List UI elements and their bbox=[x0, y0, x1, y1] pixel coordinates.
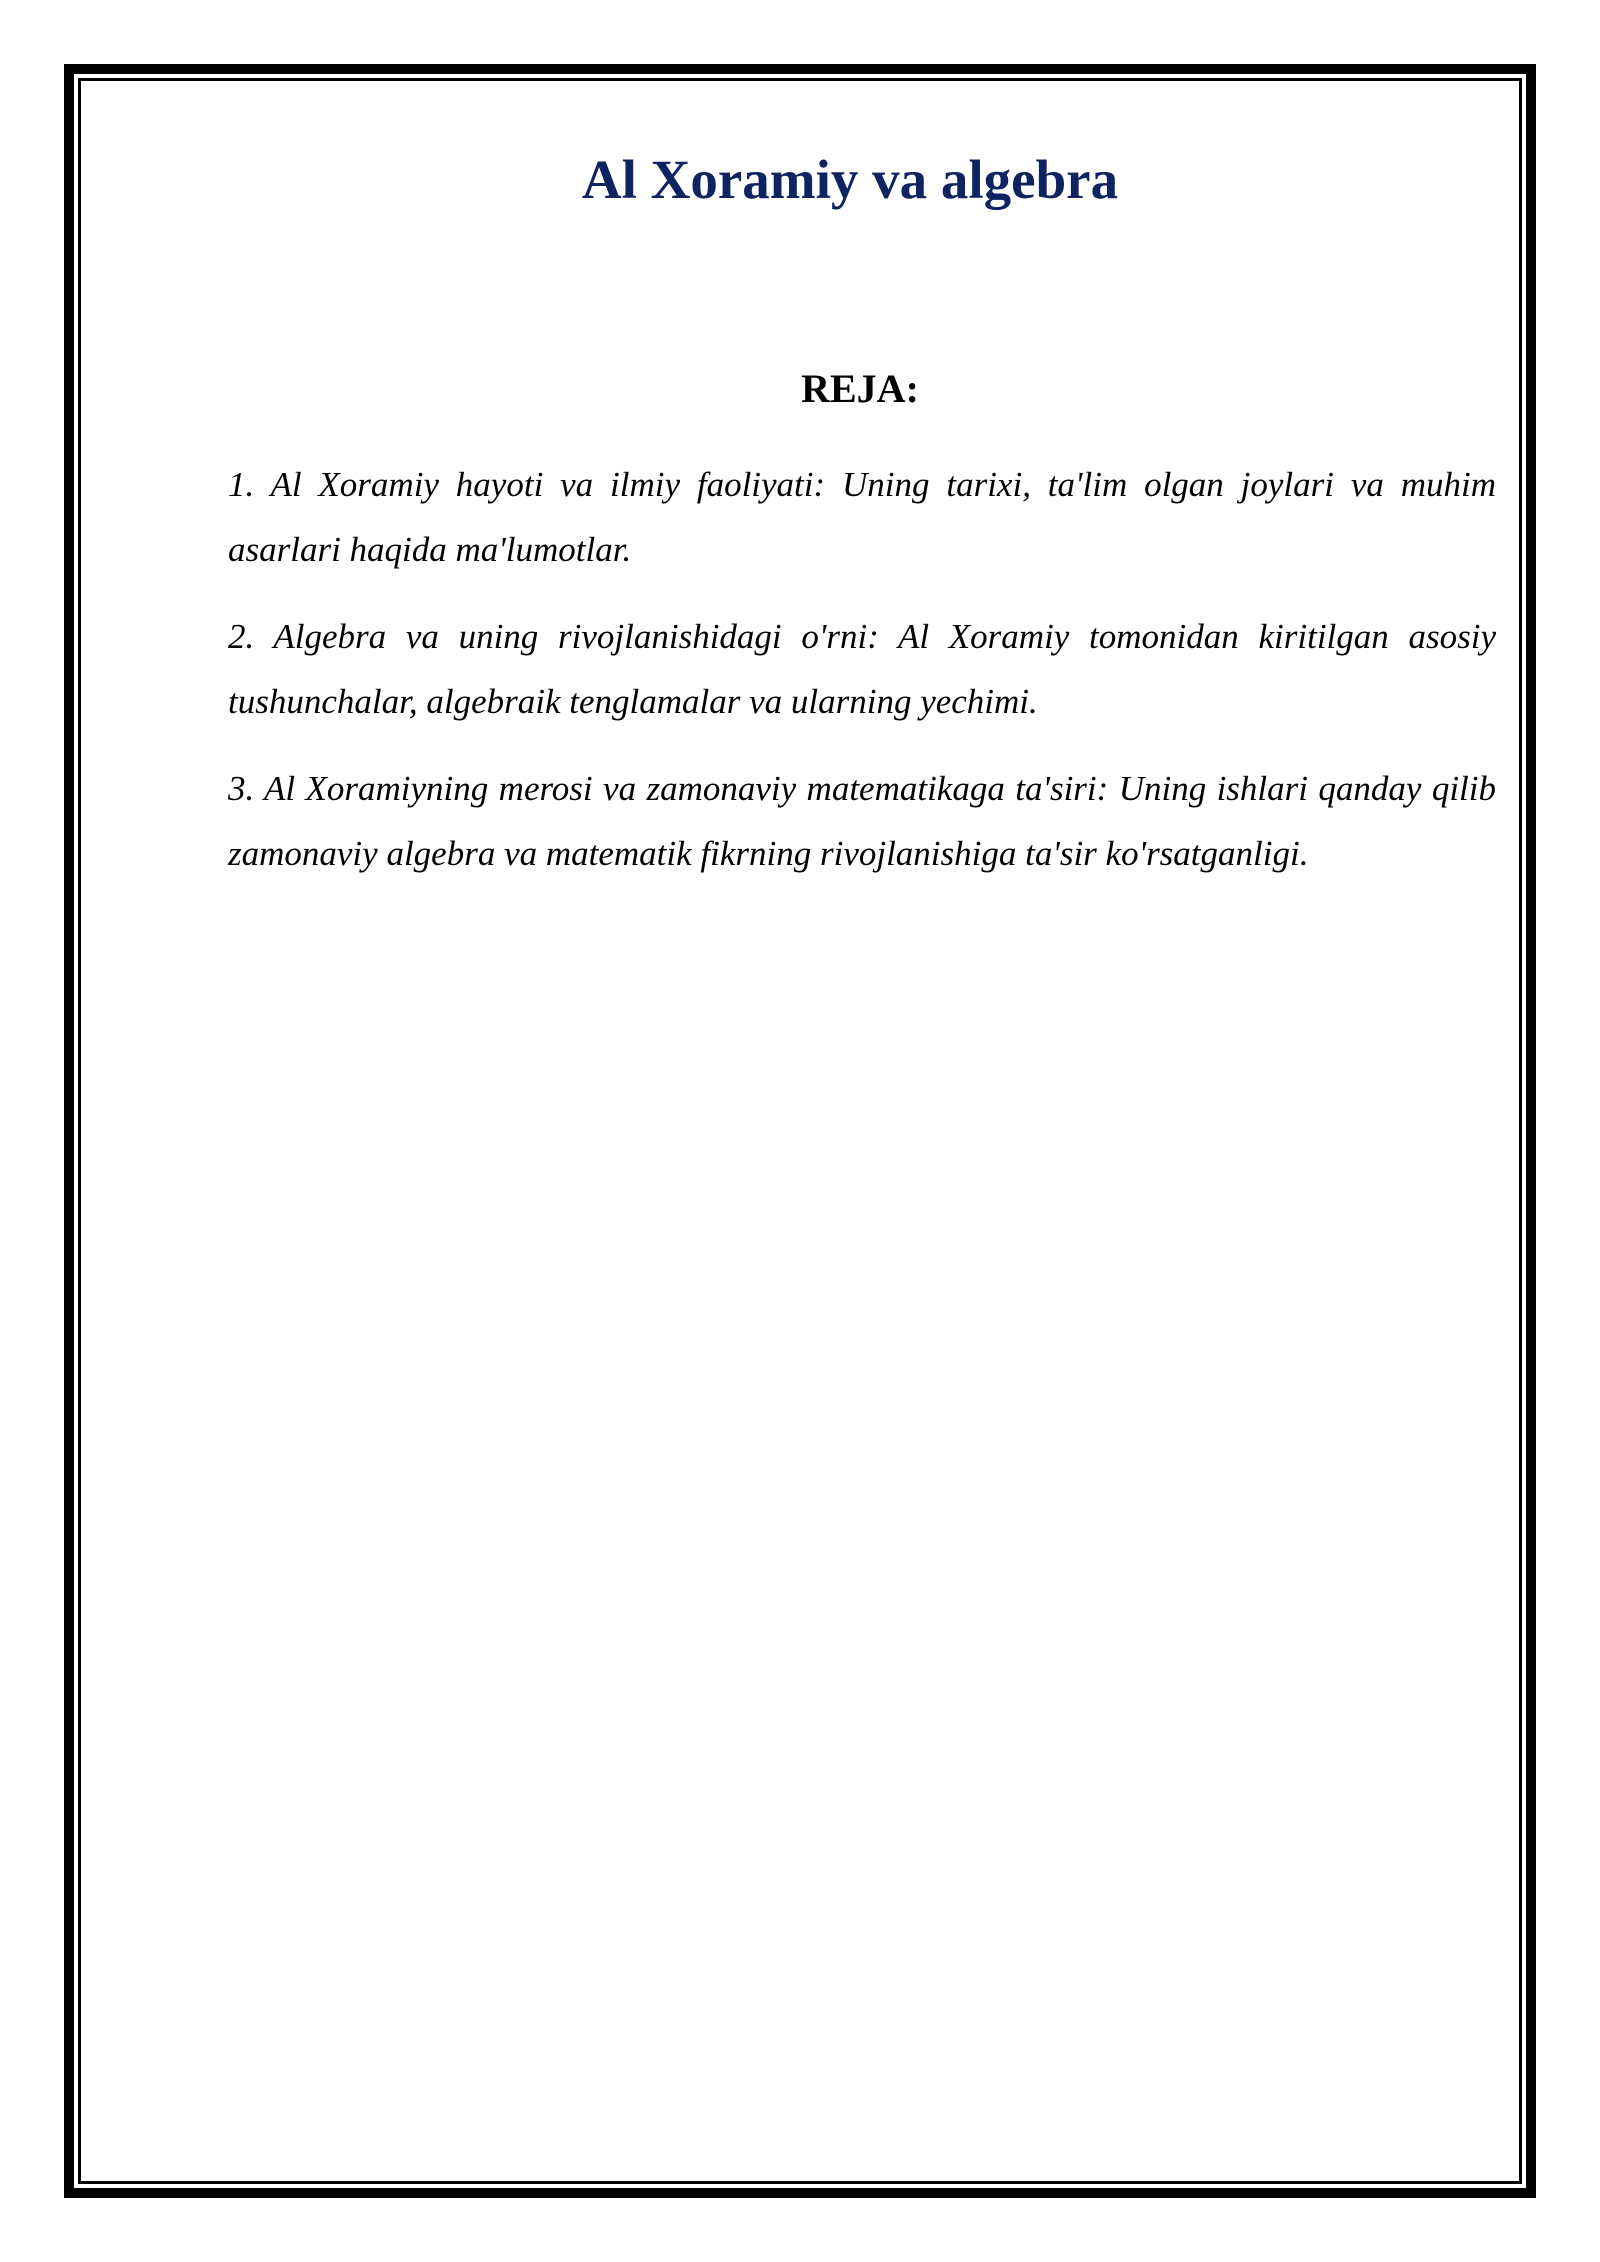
plan-item-3: 3. Al Xoramiyning merosi va zamonaviy matematikaga ta'siri: Uning ishlari qanday qilib zamonaviy algebra va matematik fikrning rivojlanishiga ta'sir ko'rsatganligi. bbox=[228, 769, 1496, 873]
plan-item-2: 2. Algebra va uning rivojlanishidagi o'rni: Al Xoramiy tomonidan kiritilgan asosiy tushunchalar, algebraik tenglamalar va ularning yechimi. bbox=[228, 617, 1496, 721]
plan-item-1: 1. Al Xoramiy hayoti va ilmiy faoliyati: Uning tarixi, ta'lim olgan joylari va muhim asarlari haqida ma'lumotlar. bbox=[228, 465, 1496, 569]
plan-list bbox=[228, 452, 1496, 908]
document-title: Al Xoramiy va algebra bbox=[581, 149, 1119, 210]
plan-heading: REJA: bbox=[801, 366, 919, 411]
